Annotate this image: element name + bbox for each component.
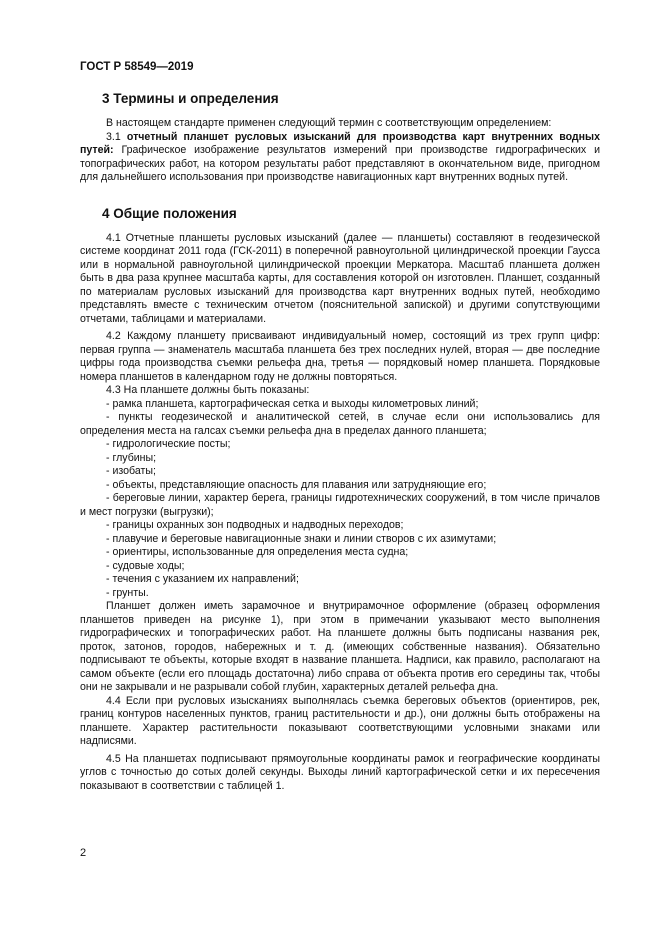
list-item: - судовые ходы; [106, 559, 185, 572]
section-3-title: 3 Термины и определения [102, 91, 279, 106]
list-item: - береговые линии, характер берега, границы гидротехнических сооружений, в том числе причалов и мест погрузки (выгрузки); [80, 492, 600, 518]
list-item: - рамка планшета, картографическая сетка и выходы километровых линий; [106, 397, 479, 410]
list-item: - течения с указанием их направлений; [106, 573, 299, 585]
paragraph-4-4: 4.4 Если при русловых изысканиях выполнялась съемка береговых объектов (ориентиров, рек, границ контуров населенных пунктов, границ растительности и др.), они должны быть отображены на планшете. Характер растительности показывают соответствующими условными знаками или надписями. [80, 694, 600, 747]
term-definition: Графическое изображение результатов измерений при производстве гидрографических и топографических работ, на котором результаты работ представляют в окончательном виде, пригодном для дальнейшего использования при производстве навигационных карт внутренних водных путей. [80, 144, 600, 183]
list-item: - гидрологические посты; [106, 438, 231, 450]
section-4-title: 4 Общие положения [102, 205, 237, 221]
list-item: - плавучие и береговые навигационные знаки и линии створов с их азимутами; [106, 532, 497, 545]
document-header: ГОСТ Р 58549—2019 [80, 61, 194, 73]
section-3-intro: В настоящем стандарте применен следующий термин с соответствующим определением: [106, 117, 552, 129]
page-number: 2 [80, 847, 87, 859]
paragraph-frame: Планшет должен иметь зарамочное и внутрирамочное оформление (образец оформления планшетов приведен на рисунке 1), при этом в примечании указывают место выполнения гидрографических и топографических работ. На планшете должны быть подписаны названия рек, проток, затонов, городов, набережных и т. д. (имеющих собственные названия). Обязательно подписывают те объекты, которые входят в название планшета. Надписи, как правило, располагают на самом объекте (если его площадь достаточна) либо справа от объекта против его середины так, чтобы они не закрывали и не разрывали собой глубин, характерных деталей рельефа дна. [80, 600, 600, 693]
paragraph-4-2: 4.2 Каждому планшету присваивают индивидуальный номер, состоящий из трех групп цифр: первая группа — знаменатель масштаба планшета без трех последних нулей, вторая — две последние цифры года производства съемки рельефа дна, третья — порядковый номер планшета. Порядковые номера планшетов в календарном году не должны повторяться. [80, 330, 600, 383]
term-number: 3.1 [106, 130, 121, 143]
list-item: - границы охранных зон подводных и надводных переходов; [106, 519, 404, 531]
list-item: - глубины; [106, 451, 157, 464]
paragraph-4-1: 4.1 Отчетные планшеты русловых изысканий (далее — планшеты) составляют в геодезической системе координат 2011 года (ГСК-2011) в поперечной равноугольной цилиндрической проекции Гаусса или в нормальной равноугольной цилиндрической проекции Меркатора. Масштаб планшета должен быть в два раза крупнее масштаба карты, для составления которой он изготовлен. Планшет, созданный по материалам русловых изысканий для производства карт внутренних водных путей, необходимо представлять вместе с техническим отчетом (пояснительной запиской) и другими сопутствующими отчетами, таблицами и материалами. [80, 231, 600, 325]
page-content [80, 90, 600, 793]
list-item: - грунты. [106, 586, 149, 599]
requirements-list [80, 398, 600, 601]
term-name: отчетный планшет русловых изысканий для производства карт внутренних водных путей: [80, 130, 600, 156]
list-item: - изобаты; [106, 465, 156, 477]
list-item: - пункты геодезической и аналитической сетей, в случае если они использовались для определения места на галсах съемки рельефа дна в пределах данного планшета; [80, 411, 600, 437]
paragraph-4-5: 4.5 На планшетах подписывают прямоугольные координаты рамок и географические координаты углов с точностью до сотых долей секунды. Выходы линий картографической сетки и их пересечения показывают в соответствии с таблицей 1. [80, 752, 600, 792]
list-item: - объекты, представляющие опасность для плавания или затрудняющие его; [106, 478, 487, 491]
term-3-1 [80, 131, 600, 185]
list-item: - ориентиры, использованные для определения места судна; [106, 546, 409, 558]
paragraph-4-3: 4.3 На планшете должны быть показаны: [106, 384, 310, 396]
